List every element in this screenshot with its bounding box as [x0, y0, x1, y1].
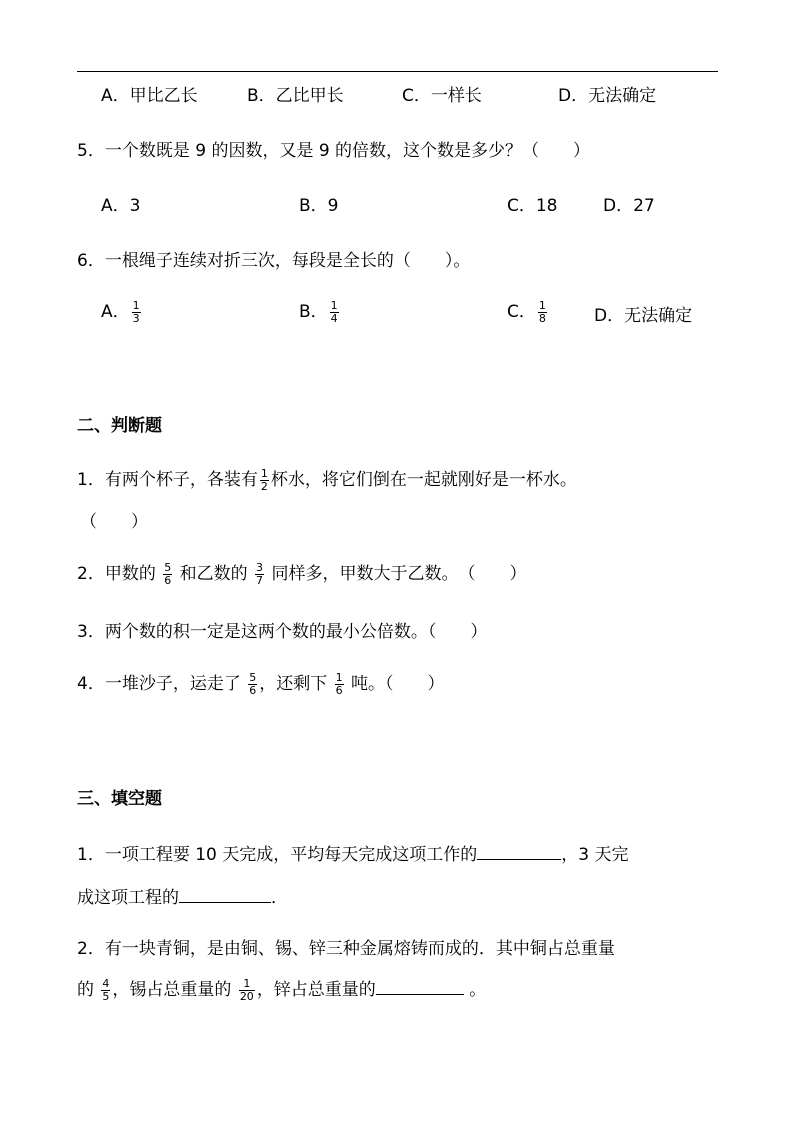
fraction-denominator: 7 — [256, 573, 264, 587]
fraction — [132, 300, 141, 324]
fraction-denominator: 6 — [249, 683, 257, 697]
question-text: 杯水，将它们倒在一起就刚好是一杯水。 — [270, 470, 577, 491]
fraction-denominator: 2 — [260, 479, 268, 493]
option-prefix: A． — [101, 302, 130, 323]
fraction — [239, 978, 255, 1002]
answer-blank[interactable] — [477, 845, 561, 860]
fraction-numerator: 1 — [132, 299, 140, 312]
q6-option-d: D．无法确定 — [594, 306, 693, 326]
fraction-denominator: 20 — [239, 989, 254, 1003]
fraction-numerator: 1 — [335, 671, 343, 684]
fraction — [163, 562, 172, 586]
question-text: ，还剩下 — [259, 674, 333, 695]
fraction-numerator: 1 — [538, 299, 546, 312]
fill-q2-line2 — [77, 978, 486, 1002]
q6-option-a — [101, 300, 143, 324]
fill-q1-line2 — [77, 888, 288, 907]
question-text: ，锌占总重量的 — [256, 980, 376, 1001]
q4-option-c: C．一样长 — [402, 86, 482, 106]
fraction-numerator: 5 — [164, 561, 172, 574]
judge-q2 — [77, 562, 526, 586]
answer-blank[interactable] — [376, 980, 464, 995]
question-text: ． — [271, 888, 288, 908]
q5-option-a: A．3 — [101, 196, 141, 216]
answer-blank[interactable] — [179, 888, 271, 903]
fraction-numerator: 1 — [260, 467, 268, 480]
q5-option-b: B．9 — [299, 196, 339, 216]
question-text: ，3 天完 — [561, 845, 629, 865]
fraction — [248, 672, 257, 696]
fraction-numerator: 1 — [330, 299, 338, 312]
fill-q1-line1 — [77, 845, 629, 864]
question-text: 和乙数的 — [174, 564, 254, 585]
fraction-denominator: 3 — [132, 311, 140, 325]
fraction-numerator: 1 — [239, 978, 255, 991]
question-text: 。 — [463, 980, 487, 1001]
fraction-denominator: 6 — [164, 573, 172, 587]
fraction — [538, 300, 547, 324]
fraction — [260, 468, 269, 492]
question-text: 1．一项工程要 10 天完成，平均每天完成这项工作的 — [77, 845, 478, 865]
fraction-denominator: 6 — [335, 683, 343, 697]
question-text: 的 — [77, 980, 100, 1001]
fraction-numerator: 4 — [102, 977, 110, 990]
question-text: 同样多，甲数大于乙数。 （ ） — [266, 564, 527, 585]
question-text: 成这项工程的 — [77, 888, 179, 908]
q4-option-a: A．甲比乙长 — [101, 86, 198, 106]
fraction-denominator: 8 — [538, 311, 546, 325]
section-2-title: 二、判断题 — [77, 416, 162, 436]
q6-stem: 6．一根绳子连续对折三次，每段是全长的（ ）。 — [77, 251, 471, 271]
question-text: 2．甲数的 — [77, 564, 162, 585]
fraction — [255, 562, 264, 586]
top-divider-line — [77, 71, 718, 72]
fraction-numerator: 3 — [256, 561, 264, 574]
fill-q2-line1: 2．有一块青铜，是由铜、锡、锌三种金属熔铸而成的．其中铜占总重量 — [77, 939, 615, 959]
q5-stem: 5．一个数既是 9 的因数，又是 9 的倍数，这个数是多少？（ ） — [77, 141, 591, 161]
question-text: 1．有两个杯子，各装有 — [77, 470, 258, 491]
option-prefix: C． — [507, 302, 536, 323]
question-text: 吨。（ ） — [345, 674, 445, 695]
q6-option-c — [507, 300, 549, 324]
q5-option-d: D．27 — [603, 196, 655, 216]
fraction-denominator: 4 — [330, 311, 338, 325]
q5-option-c: C．18 — [507, 196, 558, 216]
judge-q4 — [77, 672, 445, 696]
fraction-numerator: 5 — [249, 671, 257, 684]
question-text: 4．一堆沙子，运走了 — [77, 674, 247, 695]
fraction — [335, 672, 344, 696]
fraction — [330, 300, 339, 324]
option-prefix: B． — [299, 302, 328, 323]
judge-q1-answer-paren: （ ） — [80, 512, 148, 532]
q6-option-b — [299, 300, 341, 324]
fraction — [101, 978, 110, 1002]
judge-q1 — [77, 468, 577, 492]
section-3-title: 三、填空题 — [77, 789, 162, 809]
fraction-denominator: 5 — [102, 989, 110, 1003]
q4-option-d: D．无法确定 — [558, 86, 657, 106]
judge-q3: 3．两个数的积一定是这两个数的最小公倍数。（ ） — [77, 622, 488, 642]
question-text: ，锡占总重量的 — [112, 980, 237, 1001]
q4-option-b: B．乙比甲长 — [247, 86, 344, 106]
